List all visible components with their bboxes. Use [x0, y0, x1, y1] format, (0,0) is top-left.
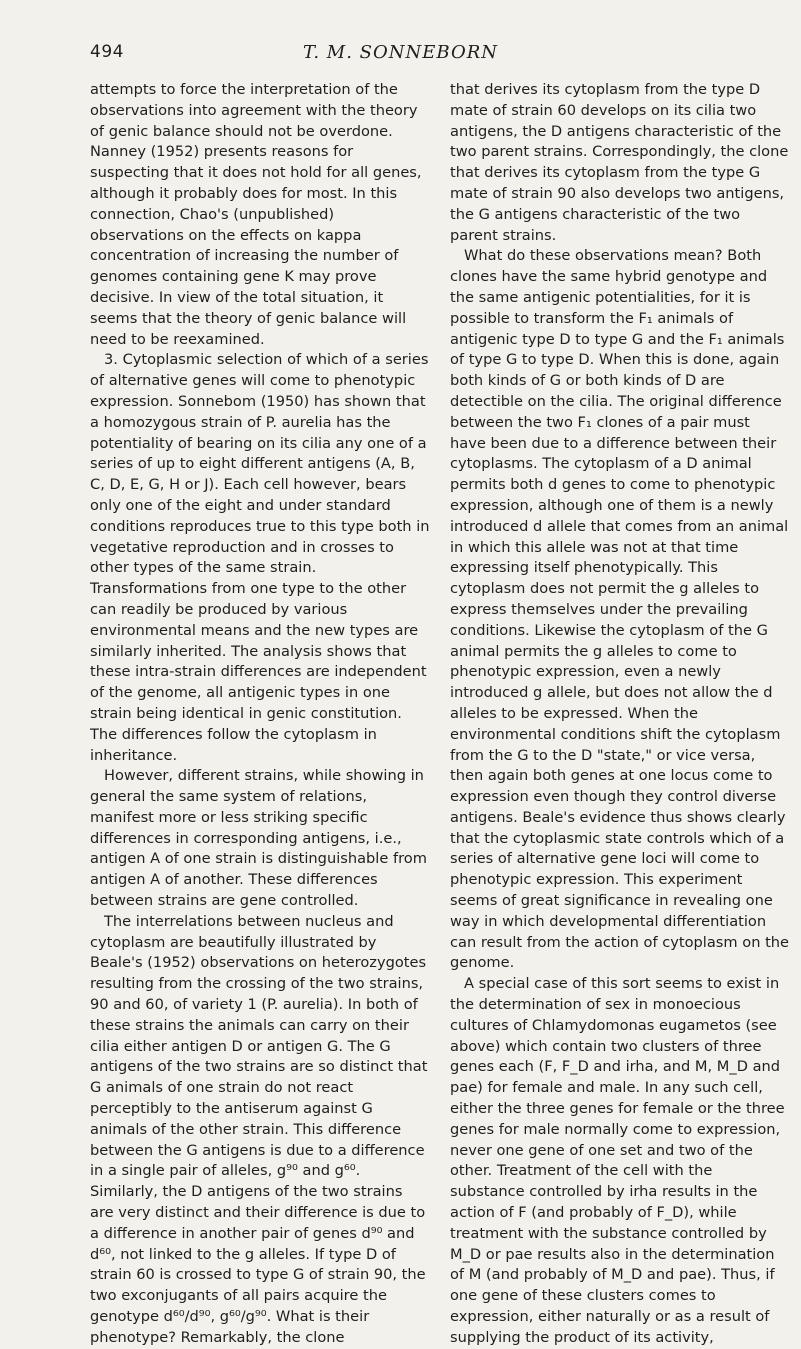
paragraph: A special case of this sort seems to exist in the determination of sex in monoecious cultures of Chlamydomonas eugametos (see above) which contain two clusters of three genes each (F, F_D and irha, and M, M_D and pae) for female and male. In any such cell, either the three genes for female or the three genes for male normally come to expression, never one gene of one set and two of the other. Treatment of the cell with the substance controlled by irha results in the action of F (and probably of F_D), while treatment with the substance controlled by M_D or pae results also in the determination of M (and probably of M_D and pae). Thus, if one gene of these clusters comes to expression, either naturally or as a result of supplying the product of its activity, [450, 975, 785, 1346]
page-header [0, 38, 801, 64]
paragraph: However, different strains, while showing in general the same system of relations, manifest more or less striking specific differences in corresponding antigens, i.e., antigen A of one strain is distinguishable from antigen A of another. These differences between strains are gene controlled. [90, 767, 427, 910]
paragraph: attempts to force the interpretation of the observations into agreement with the theory of genic balance should not be overdone. Nanney (1952) presents reasons for suspecting that it does not hold for all genes, although it probably does for most. In this connection, Chao's (unpublished) observations on the effects on kappa concentration of increasing the number of genomes containing gene K may prove decisive. In view of the total situation, it seems that the theory of genic balance will need to be reexamined. [90, 81, 422, 348]
right-column [450, 80, 790, 1349]
running-head: T. M. SONNEBORN [302, 42, 499, 63]
paragraph: What do these observations mean? Both clones have the same hybrid genotype and the same antigenic potentialities, for it is possible to transform the F₁ animals of antigenic type D to type G and the F₁ animals of type G to type D. When this is done, again both kinds of G or both kinds of D are detectible on the cilia. The original difference between the two F₁ clones of a pair must have been due to a difference between their cytoplasms. The cytoplasm of a D animal permits both d genes to come to phenotypic expression, although one of them is a newly introduced d allele that comes from an animal in which this allele was not at that time expressing itself phenotypically. This cytoplasm does not permit the g alleles to express themselves under the prevailing conditions. Likewise the cytoplasm of the G animal permits the g alleles to come to phenotypic expression, even a newly introduced g allele, but does not allow the d alleles to be expressed. When the environmental conditions shift the cytoplasm from the G to the D "state," or vice versa, then again both genes at one locus come to expression even though they control diverse antigens. Beale's evidence thus shows clearly that the cytoplasmic state controls which of a series of alternative gene loci will come to phenotypic expression. This experiment seems of great significance in revealing one way in which developmental differentiation can result from the action of cytoplasm on the genome. [450, 247, 790, 972]
paragraph: that derives its cytoplasm from the type D mate of strain 60 develops on its cilia two antigens, the D antigens characteristic of the two parent strains. Correspondingly, the clone that derives its cytoplasm from the type G mate of strain 90 also develops two antigens, the G antigens characteristic of the two parent strains. [450, 81, 789, 244]
paragraph: 3. Cytoplasmic selection of which of a series of alternative genes will come to phenotypic expression. Sonnebom (1950) has shown that a homozygous strain of P. aurelia has the potentiality of bearing on its cilia any one of a series of up to eight different antigens (A, B, C, D, E, G, H or J). Each cell however, bears only one of the eight and under standard conditions reproduces true to this type both in vegetative reproduction and in crosses to other types of the same strain. Transformations from one type to the other can readily be produced by various environmental means and the new types are similarly inherited. The analysis shows that these intra-strain differences are independent of the genome, all antigenic types in one strain being identical in genic constitution. The differences follow the cytoplasm in inheritance. [90, 351, 430, 764]
left-column [90, 80, 430, 1349]
page-number: 494 [90, 42, 124, 62]
paragraph: The interrelations between nucleus and cytoplasm are beautifully illustrated by Beale's (1952) observations on heterozygotes resulting from the crossing of the two strains, 90 and 60, of variety 1 (P. aurelia). In both of these strains the animals can carry on their cilia either antigen D or antigen G. The G antigens of the two strains are so distinct that G animals of one strain do not react perceptibly to the antiserum against G animals of the other strain. This difference between the G antigens is due to a difference in a single pair of alleles, g⁹⁰ and g⁶⁰. Similarly, the D antigens of the two strains are very distinct and their difference is due to a difference in another pair of genes d⁹⁰ and d⁶⁰, not linked to the g alleles. If type D of strain 60 is crossed to type G of strain 90, the two exconjugants of all pairs acquire the genotype d⁶⁰/d⁹⁰, g⁶⁰/g⁹⁰. What is their phenotype? Remarkably, the clone [90, 912, 428, 1346]
